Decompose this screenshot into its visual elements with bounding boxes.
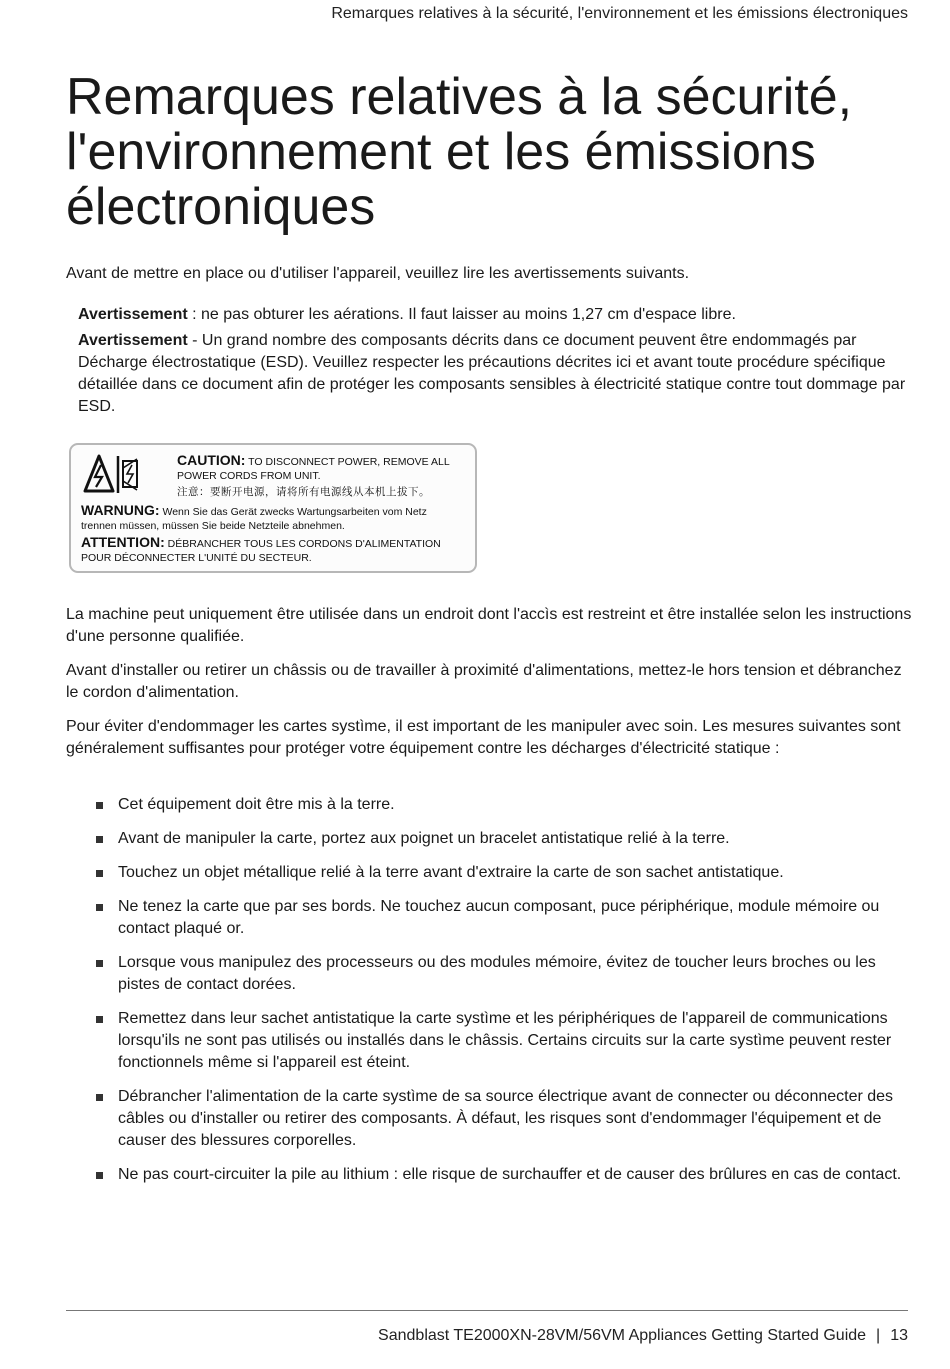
intro-text: Avant de mettre en place ou d'utiliser l'appareil, veuillez lire les avertissements suivants. bbox=[66, 265, 690, 282]
warning-item bbox=[78, 330, 918, 418]
footer-guide-title: Sandblast TE2000XN-28VM/56VM Appliances Getting Started Guide bbox=[378, 1327, 867, 1344]
caution-text-1: TO DISCONNECT POWER, REMOVE ALL bbox=[248, 456, 450, 468]
list-item bbox=[96, 794, 912, 816]
running-header: Remarques relatives à la sécurité, l'environnement et les émissions électroniques bbox=[331, 5, 908, 22]
bullet-square-icon bbox=[96, 836, 103, 843]
bullet-square-icon bbox=[96, 1172, 103, 1179]
bullet-square-icon bbox=[96, 1016, 103, 1023]
warning-label: Avertissement bbox=[78, 332, 188, 349]
list-item bbox=[96, 1164, 912, 1186]
body-paragraphs bbox=[66, 604, 912, 772]
list-item-text: Touchez un objet métallique relié à la terre avant d'extraire la carte de son sachet antistatique. bbox=[118, 864, 784, 881]
attention-heading: ATTENTION: bbox=[81, 534, 165, 550]
warning-label: Avertissement bbox=[78, 306, 188, 323]
caution-line-1 bbox=[177, 454, 450, 469]
page-footer bbox=[378, 1327, 908, 1345]
attention-text-2: POUR DÉCONNECTER L'UNITÉ DU SECTEUR. bbox=[81, 552, 312, 564]
page-number: 13 bbox=[890, 1327, 908, 1344]
warnung-line-1 bbox=[81, 504, 427, 519]
list-item-text: Ne pas court-circuiter la pile au lithium : elle risque de surchauffer et de causer des brûlures en cas de contact. bbox=[118, 1166, 902, 1183]
list-item-text: Avant de manipuler la carte, portez aux poignet un bracelet antistatique relié à la terre. bbox=[118, 830, 730, 847]
list-item bbox=[96, 828, 912, 850]
bullet-square-icon bbox=[96, 870, 103, 877]
caution-chinese: 注意：要断开电源，请将所有电源线从本机上拔下。 bbox=[177, 486, 430, 498]
warnung-text-1: Wenn Sie das Gerät zwecks Wartungsarbeiten vom Netz bbox=[162, 506, 427, 518]
warning-triangle-icon bbox=[83, 453, 145, 497]
caution-text-2: POWER CORDS FROM UNIT. bbox=[177, 470, 321, 482]
caution-icons bbox=[83, 453, 145, 502]
caution-label-image bbox=[69, 443, 477, 573]
bullet-square-icon bbox=[96, 960, 103, 967]
list-item-text: Cet équipement doit être mis à la terre. bbox=[118, 796, 395, 813]
bullet-square-icon bbox=[96, 904, 103, 911]
list-item-text: Lorsque vous manipulez des processeurs ou des modules mémoire, évitez de toucher leurs broches ou les pistes de contact dorées. bbox=[118, 954, 876, 993]
paragraph: Avant d'installer ou retirer un châssis ou de travailler à proximité d'alimentations, mettez-le hors tension et débranchez le cordon d'alimentation. bbox=[66, 662, 902, 701]
list-item bbox=[96, 862, 912, 884]
list-item-text: Débrancher l'alimentation de la carte systìme de sa source électrique avant de connecter ou déconnecter des câbles ou d'installer ou retirer des composants. À défaut, les risques sont d'endommager l'équipement et de causer des blessures corporelles. bbox=[118, 1088, 894, 1149]
warning-item bbox=[78, 304, 918, 326]
footer-separator: | bbox=[876, 1327, 881, 1344]
list-item bbox=[96, 952, 912, 996]
attention-text-1: DÉBRANCHER TOUS LES CORDONS D'ALIMENTATION bbox=[167, 538, 441, 550]
list-item-text: Remettez dans leur sachet antistatique la carte systìme et les périphériques de l'appareil de communications lorsqu'ils ne sont pas utilisés ou installés dans le châssis. Certains circuits sur la carte systìme peuvent rester fonctionnels même si l'appareil est éteint. bbox=[118, 1010, 892, 1071]
bullet-square-icon bbox=[96, 1094, 103, 1101]
warning-text: : ne pas obturer les aérations. Il faut laisser au moins 1,27 cm d'espace libre. bbox=[187, 306, 736, 323]
paragraph: La machine peut uniquement être utilisée dans un endroit dont l'accìs est restreint et être installée selon les instructions d'une personne qualifiée. bbox=[66, 606, 912, 645]
footer-divider bbox=[66, 1310, 908, 1311]
page-title: Remarques relatives à la sécurité, l'environnement et les émissions électroniques bbox=[66, 68, 853, 236]
warnings-block bbox=[78, 304, 918, 422]
list-item-text: Ne tenez la carte que par ses bords. Ne touchez aucun composant, puce périphérique, module mémoire ou contact plaqué or. bbox=[118, 898, 880, 937]
bullet-square-icon bbox=[96, 802, 103, 809]
list-item bbox=[96, 896, 912, 940]
list-item bbox=[96, 1086, 912, 1152]
caution-heading: CAUTION: bbox=[177, 452, 246, 468]
attention-line-1 bbox=[81, 536, 441, 551]
warnung-text-2: trennen müssen, müssen Sie beide Netzteile abnehmen. bbox=[81, 520, 345, 532]
warning-text: - Un grand nombre des composants décrits dans ce document peuvent être endommagés par Décharge électrostatique (ESD). Veuillez respecter les précautions décrites ici et avant toute procédure spécifique détaillée dans ce document afin de protéger les composants sensibles à électricité statique contre tout dommage par ESD. bbox=[78, 332, 906, 415]
paragraph: Pour éviter d'endommager les cartes systìme, il est important de les manipuler avec soin. Les mesures suivantes sont généralement suffisantes pour protéger votre équipement contre les décharges d'électricité statique : bbox=[66, 718, 901, 757]
warnung-heading: WARNUNG: bbox=[81, 502, 160, 518]
precautions-list bbox=[96, 794, 912, 1198]
list-item bbox=[96, 1008, 912, 1074]
